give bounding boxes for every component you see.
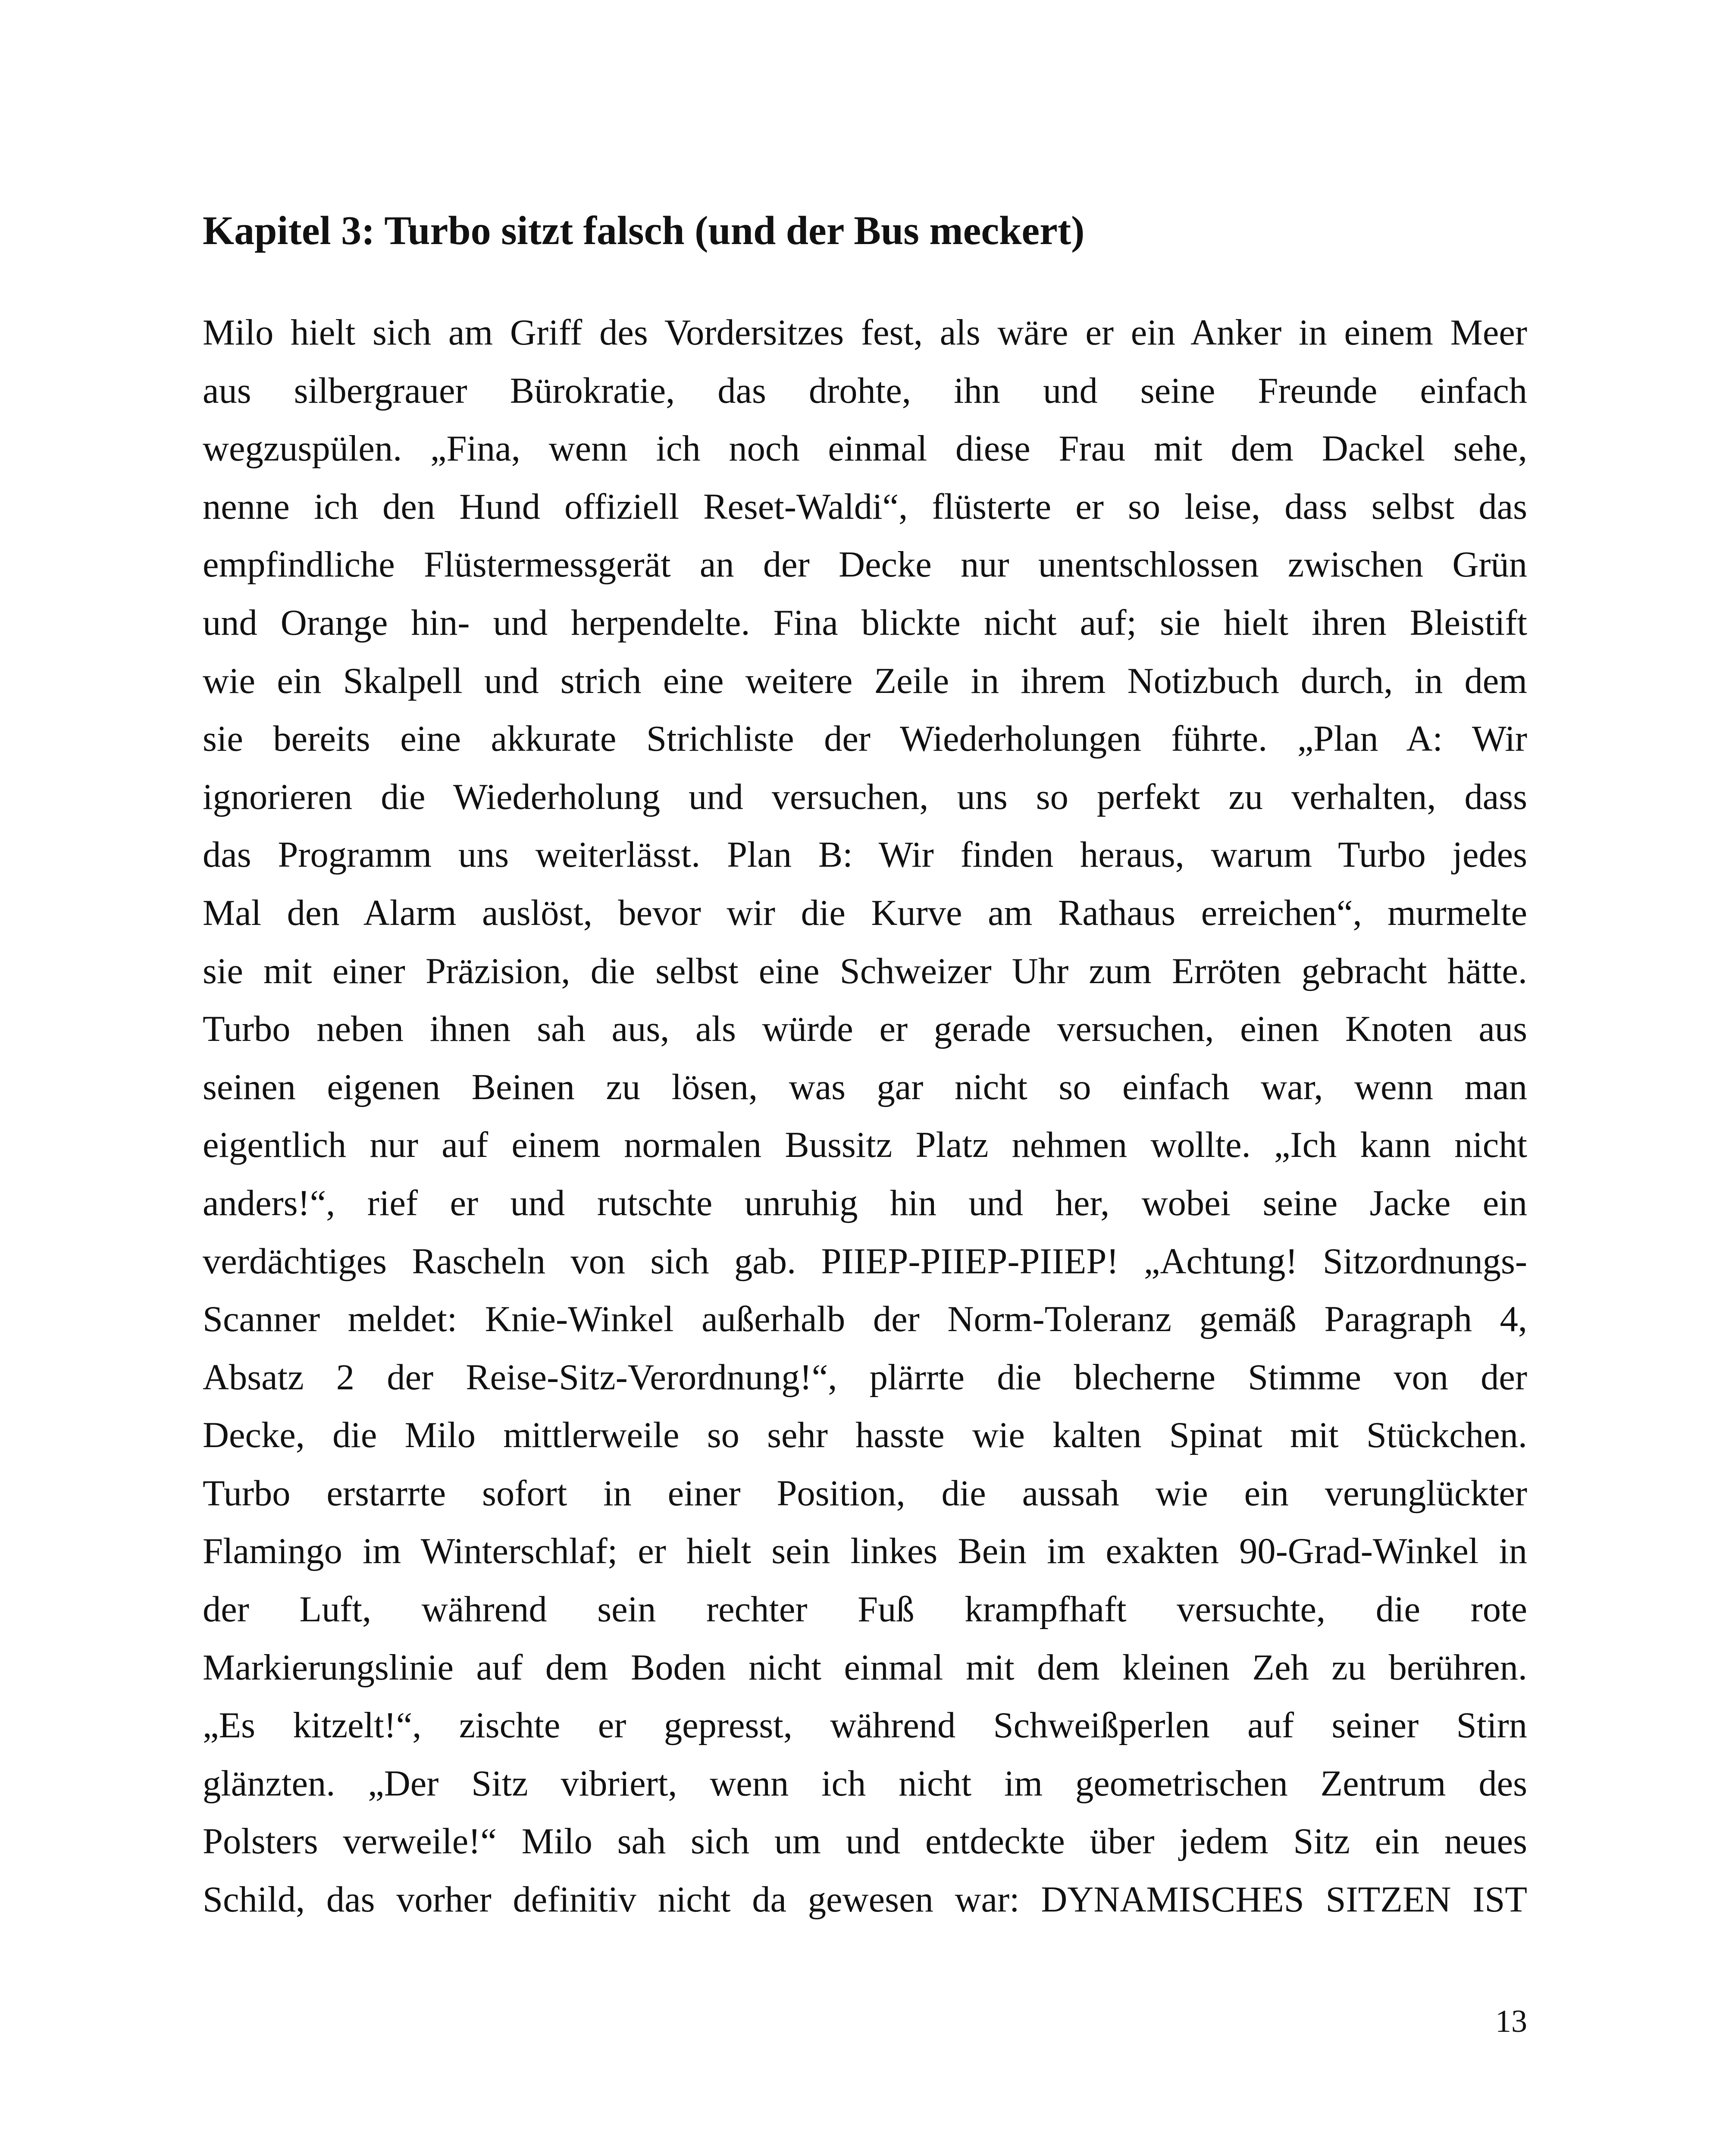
text-line: Turbo erstarrte sofort in einer Position, die aussah wie ein verunglückter (203, 1473, 1527, 1514)
text-line: Mal den Alarm auslöst, bevor wir die Kurve am Rathaus erreichen“, murmelte (203, 893, 1527, 933)
text-line: Absatz 2 der Reise-Sitz-Verordnung!“, plärrte die blecherne Stimme von der (203, 1357, 1527, 1398)
body-text (203, 304, 1527, 1929)
text-line: aus silbergrauer Bürokratie, das drohte, ihn und seine Freunde einfach (203, 370, 1527, 411)
text-line: das Programm uns weiterlässt. Plan B: Wir finden heraus, warum Turbo jedes (203, 835, 1527, 875)
text-line: ignorieren die Wiederholung und versuchen, uns so perfekt zu verhalten, dass (203, 777, 1527, 817)
text-line: Milo hielt sich am Griff des Vordersitzes fest, als wäre er ein Anker in einem Meer (203, 313, 1527, 353)
text-line: verdächtiges Rascheln von sich gab. PIIEP-PIIEP-PIIEP! „Achtung! Sitzordnungs- (203, 1241, 1527, 1282)
text-line: empfindliche Flüstermessgerät an der Decke nur unentschlossen zwischen Grün (203, 545, 1527, 585)
text-line: und Orange hin- und herpendelte. Fina blickte nicht auf; sie hielt ihren Bleistift (203, 602, 1527, 643)
text-line: Polsters verweile!“ Milo sah sich um und entdeckte über jedem Sitz ein neues (203, 1821, 1527, 1862)
text-line: Scanner meldet: Knie-Winkel außerhalb der Norm-Toleranz gemäß Paragraph 4, (203, 1299, 1527, 1340)
text-line: eigentlich nur auf einem normalen Bussitz Platz nehmen wollte. „Ich kann nicht (203, 1125, 1527, 1166)
text-line: glänzten. „Der Sitz vibriert, wenn ich nicht im geometrischen Zentrum des (203, 1763, 1527, 1804)
text-line: Markierungslinie auf dem Boden nicht einmal mit dem kleinen Zeh zu berühren. (203, 1647, 1527, 1688)
text-line: nenne ich den Hund offiziell Reset-Waldi“, flüsterte er so leise, dass selbst das (203, 486, 1527, 527)
text-line: anders!“, rief er und rutschte unruhig hin und her, wobei seine Jacke ein (203, 1183, 1527, 1223)
text-line: Turbo neben ihnen sah aus, als würde er gerade versuchen, einen Knoten aus (203, 1009, 1527, 1050)
text-line: wie ein Skalpell und strich eine weitere Zeile in ihrem Notizbuch durch, in dem (203, 661, 1527, 701)
text-line: sie mit einer Präzision, die selbst eine Schweizer Uhr zum Erröten gebracht hätte. (203, 951, 1527, 991)
text-line: wegzuspülen. „Fina, wenn ich noch einmal diese Frau mit dem Dackel sehe, (203, 429, 1527, 469)
text-line: Flamingo im Winterschlaf; er hielt sein linkes Bein im exakten 90-Grad-Winkel in (203, 1531, 1527, 1572)
text-line: der Luft, während sein rechter Fuß krampfhaft versuchte, die rote (203, 1589, 1527, 1630)
page-number: 13 (1495, 2004, 1527, 2039)
text-line: sie bereits eine akkurate Strichliste der Wiederholungen führte. „Plan A: Wir (203, 719, 1527, 759)
chapter-heading: Kapitel 3: Turbo sitzt falsch (und der Bus meckert) (203, 208, 1085, 253)
text-line: „Es kitzelt!“, zischte er gepresst, während Schweißperlen auf seiner Stirn (203, 1705, 1527, 1746)
text-line: seinen eigenen Beinen zu lösen, was gar nicht so einfach war, wenn man (203, 1067, 1527, 1107)
text-line: Schild, das vorher definitiv nicht da gewesen war: DYNAMISCHES SITZEN IST (203, 1880, 1527, 1920)
text-line: Decke, die Milo mittlerweile so sehr hasste wie kalten Spinat mit Stückchen. (203, 1415, 1527, 1456)
